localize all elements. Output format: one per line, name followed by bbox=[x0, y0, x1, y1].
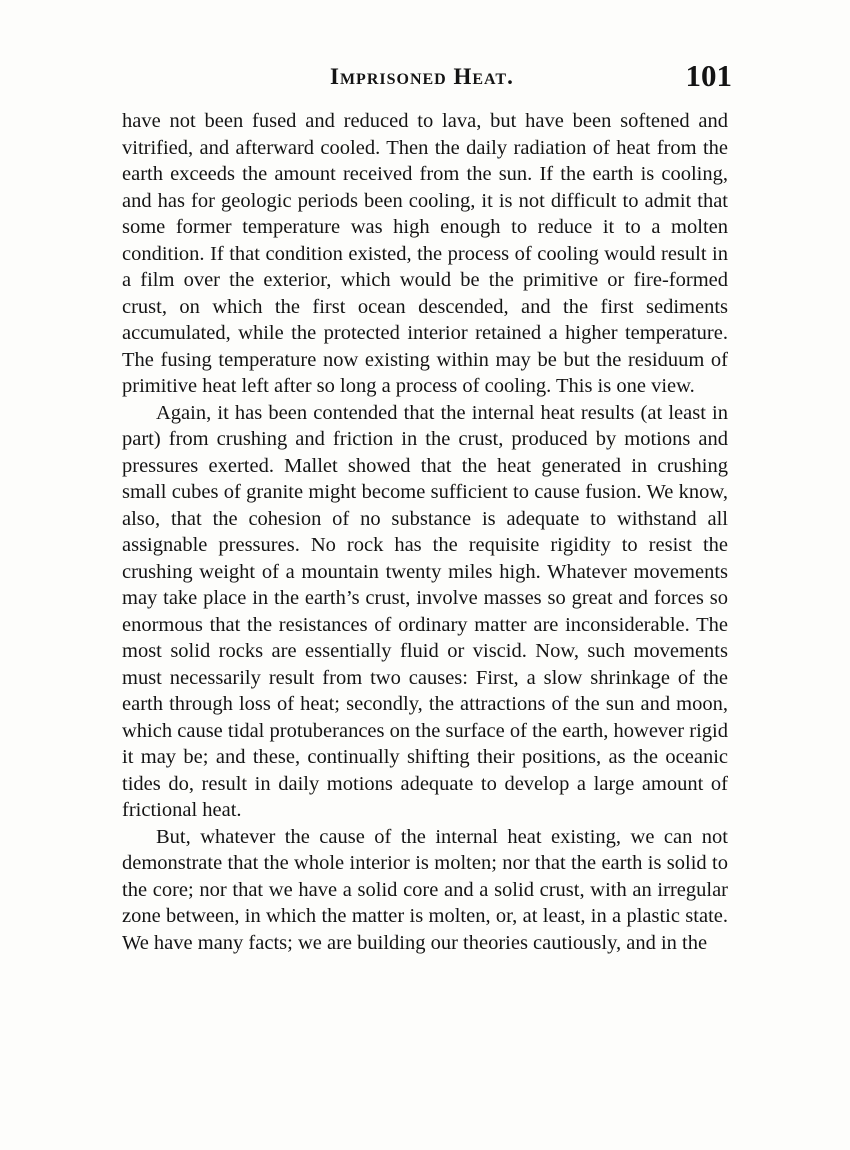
page-number: 101 bbox=[685, 58, 732, 93]
paragraph-continuation: have not been fused and reduced to lava, but have been softened and vitrified, and afterward cooled. Then the daily radiation of heat from the earth exceeds the amount received from the sun. If the earth is cooling, and has for geologic periods been cooling, it is not difficult to admit that some former temperature was high enough to reduce it to a molten condition. If that condition existed, the process of cooling would result in a film over the exterior, which would be the primitive or fire-formed crust, on which the first ocean descended, and the first sediments accumulated, while the protected interior retained a higher temperature. The fusing temperature now existing within may be but the residuum of primitive heat left after so long a process of cooling. This is one view. bbox=[122, 110, 728, 397]
running-header bbox=[118, 58, 736, 98]
paragraph-internal-heat-friction: Again, it has been contended that the internal heat results (at least in part) from crushing and friction in the crust, produced by motions and pressures exerted. Mallet showed that the heat generated in crushing small cubes of granite might become sufficient to cause fusion. We know, also, that the cohesion of no substance is adequate to withstand all assignable pressures. No rock has the requisite rigidity to resist the crushing weight of a mountain twenty miles high. Whatever movements may take place in the earth’s crust, involve masses so great and forces so enormous that the resistances of ordinary matter are inconsiderable. The most solid rocks are essentially fluid or viscid. Now, such movements must necessarily result from two causes: First, a slow shrinkage of the earth through loss of heat; secondly, the attractions of the sun and moon, which cause tidal protuberances on the surface of the earth, however rigid it may be; and these, continually shifting their positions, as the oceanic tides do, result in daily motions adequate to develop a large amount of frictional heat. bbox=[122, 401, 728, 821]
body-text bbox=[122, 108, 728, 956]
paragraph-interior-state: But, whatever the cause of the internal heat existing, we can not demonstrate that the whole interior is molten; nor that the earth is solid to the core; nor that we have a solid core and a solid crust, with an irregular zone between, in which the matter is molten, or, at least, in a plastic state. We have many facts; we are building our theories cautiously, and in the bbox=[122, 825, 728, 954]
running-title: Imprisoned Heat. bbox=[330, 64, 514, 89]
